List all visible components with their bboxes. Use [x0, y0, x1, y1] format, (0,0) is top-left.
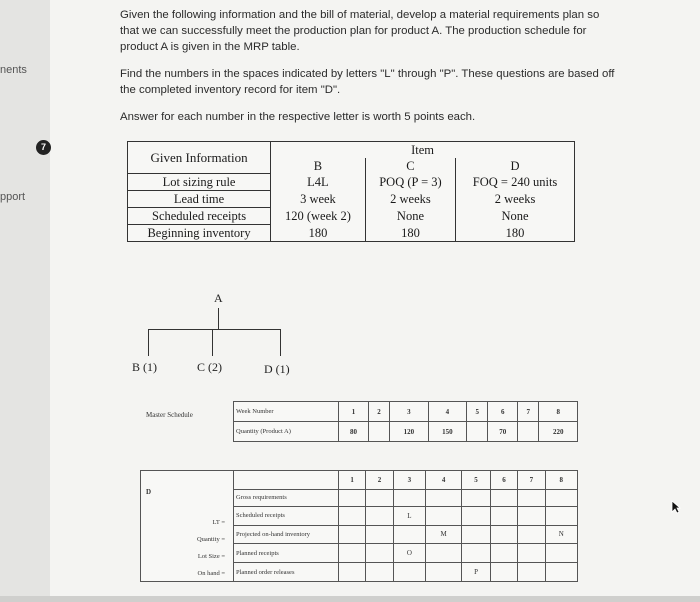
record-cell — [393, 490, 425, 507]
page-bottom-bar — [0, 596, 700, 602]
record-cell — [545, 490, 577, 507]
question-number-badge: 7 — [36, 140, 51, 155]
bom-root-a: A — [214, 291, 223, 305]
answer-cell-o: O — [393, 544, 425, 563]
record-cell — [339, 563, 366, 582]
quantity-cell: 70 — [488, 422, 518, 442]
quantity-cell — [518, 422, 539, 442]
bom-child-b: B (1) — [132, 360, 157, 374]
bom-horizontal-connector — [148, 329, 280, 330]
task-paragraph — [120, 66, 614, 98]
quantity-label: Quantity (Product A) — [234, 422, 339, 442]
record-cell — [462, 506, 491, 525]
cell: 3 week — [271, 191, 366, 208]
scoring-paragraph: Answer for each number in the respective letter is worth 5 points each. — [120, 111, 476, 123]
record-cell — [545, 506, 577, 525]
row-label: Lot sizing rule — [128, 174, 271, 191]
projected-on-hand-label: Projected on-hand inventory — [234, 525, 339, 544]
record-cell — [462, 490, 491, 507]
mouse-pointer-icon — [671, 500, 681, 514]
bom-child-c: C (2) — [197, 360, 222, 374]
cell: 180 — [456, 225, 575, 242]
header-spacer — [234, 471, 339, 490]
master-schedule-label: Master Schedule — [146, 411, 193, 419]
planned-order-releases-label: Planned order releases — [234, 563, 339, 582]
instructions-paragraph — [120, 7, 599, 55]
given-info-header: Given Information — [128, 142, 271, 174]
quantity-cell: 120 — [390, 422, 429, 442]
record-cell — [339, 525, 366, 544]
record-cell — [426, 563, 462, 582]
week-cell: 6 — [488, 402, 518, 422]
answer-cell-m: M — [426, 525, 462, 544]
record-cell — [462, 544, 491, 563]
cell: L4L — [271, 174, 366, 191]
sidebar-item-contents[interactable]: nents — [0, 64, 27, 76]
record-cell — [490, 525, 517, 544]
inventory-record-table — [140, 470, 578, 582]
text-line: Given the following information and the bill of material, develop a material requirements plan so — [120, 9, 600, 21]
week-cell: 7 — [518, 471, 545, 490]
cell: None — [365, 208, 455, 225]
week-cell: 5 — [467, 402, 488, 422]
on-hand-param: On hand = — [197, 570, 225, 577]
record-cell — [490, 563, 517, 582]
quantity-cell: 150 — [428, 422, 467, 442]
gross-requirements-label: Gross requirements — [234, 490, 339, 507]
record-cell — [518, 490, 545, 507]
row-label: Beginning inventory — [128, 225, 271, 242]
quantity-param: Quantity = — [196, 536, 225, 543]
record-cell — [393, 563, 425, 582]
week-cell: 8 — [539, 402, 578, 422]
scheduled-receipts-label: Scheduled receipts — [234, 506, 339, 525]
record-cell — [490, 490, 517, 507]
week-cell: 6 — [490, 471, 517, 490]
quantity-cell — [368, 422, 389, 442]
text-line: the completed inventory record for item "D". — [120, 84, 341, 96]
record-cell — [366, 490, 393, 507]
record-cell — [545, 563, 577, 582]
cell: POQ (P = 3) — [365, 174, 455, 191]
cell: 2 weeks — [456, 191, 575, 208]
cell: 180 — [365, 225, 455, 242]
cell: FOQ = 240 units — [456, 174, 575, 191]
week-cell: 2 — [368, 402, 389, 422]
bom-child-d: D (1) — [264, 362, 290, 376]
answer-cell-p: P — [462, 563, 491, 582]
record-cell — [366, 563, 393, 582]
week-cell: 7 — [518, 402, 539, 422]
item-id: D — [146, 488, 152, 496]
week-cell: 5 — [462, 471, 491, 490]
week-cell: 3 — [390, 402, 429, 422]
record-cell — [339, 544, 366, 563]
row-label: Scheduled receipts — [128, 208, 271, 225]
item-info-cell — [141, 471, 234, 582]
cell: 2 weeks — [365, 191, 455, 208]
week-cell: 1 — [339, 471, 366, 490]
item-d-header: D — [456, 158, 575, 174]
record-cell — [518, 544, 545, 563]
bom-root-connector — [218, 308, 219, 330]
record-cell — [490, 506, 517, 525]
text-line: Find the numbers in the spaces indicated by letters "L" through "P". These questions are based off — [120, 68, 615, 80]
record-cell — [426, 506, 462, 525]
bom-b-connector — [148, 329, 149, 356]
week-cell: 2 — [366, 471, 393, 490]
lt-param: LT = — [212, 519, 225, 526]
record-cell — [518, 506, 545, 525]
quantity-cell: 80 — [339, 422, 369, 442]
week-cell: 3 — [393, 471, 425, 490]
planned-receipts-label: Planned receipts — [234, 544, 339, 563]
week-number-label: Week Number — [234, 402, 339, 422]
record-cell — [518, 525, 545, 544]
quantity-cell — [467, 422, 488, 442]
answer-cell-l: L — [393, 506, 425, 525]
text-line: product A is given in the MRP table. — [120, 41, 300, 53]
record-cell — [339, 490, 366, 507]
item-header: Item — [271, 142, 575, 158]
record-cell — [490, 544, 517, 563]
sidebar-item-support[interactable]: pport — [0, 191, 26, 203]
cell: 180 — [271, 225, 366, 242]
record-cell — [518, 563, 545, 582]
quantity-cell: 220 — [539, 422, 578, 442]
sidebar — [0, 0, 50, 602]
given-information-table — [127, 141, 575, 242]
text-line: that we can successfully meet the production plan for product A. The production schedule for — [120, 25, 587, 37]
record-cell — [393, 525, 425, 544]
record-cell — [545, 544, 577, 563]
row-label: Lead time — [128, 191, 271, 208]
item-c-header: C — [365, 158, 455, 174]
week-cell: 4 — [428, 402, 467, 422]
week-cell: 8 — [545, 471, 577, 490]
week-cell: 4 — [426, 471, 462, 490]
master-schedule-table — [233, 401, 578, 442]
lot-size-param: Lot Size = — [197, 553, 225, 560]
week-cell: 1 — [339, 402, 369, 422]
record-cell — [426, 544, 462, 563]
answer-cell-n: N — [545, 525, 577, 544]
record-cell — [426, 490, 462, 507]
cell: 120 (week 2) — [271, 208, 366, 225]
bom-c-connector — [212, 329, 213, 356]
record-cell — [366, 525, 393, 544]
record-cell — [366, 544, 393, 563]
record-cell — [462, 525, 491, 544]
item-b-header: B — [271, 158, 366, 174]
record-cell — [366, 506, 393, 525]
cell: None — [456, 208, 575, 225]
record-cell — [339, 506, 366, 525]
bom-d-connector — [280, 329, 281, 356]
